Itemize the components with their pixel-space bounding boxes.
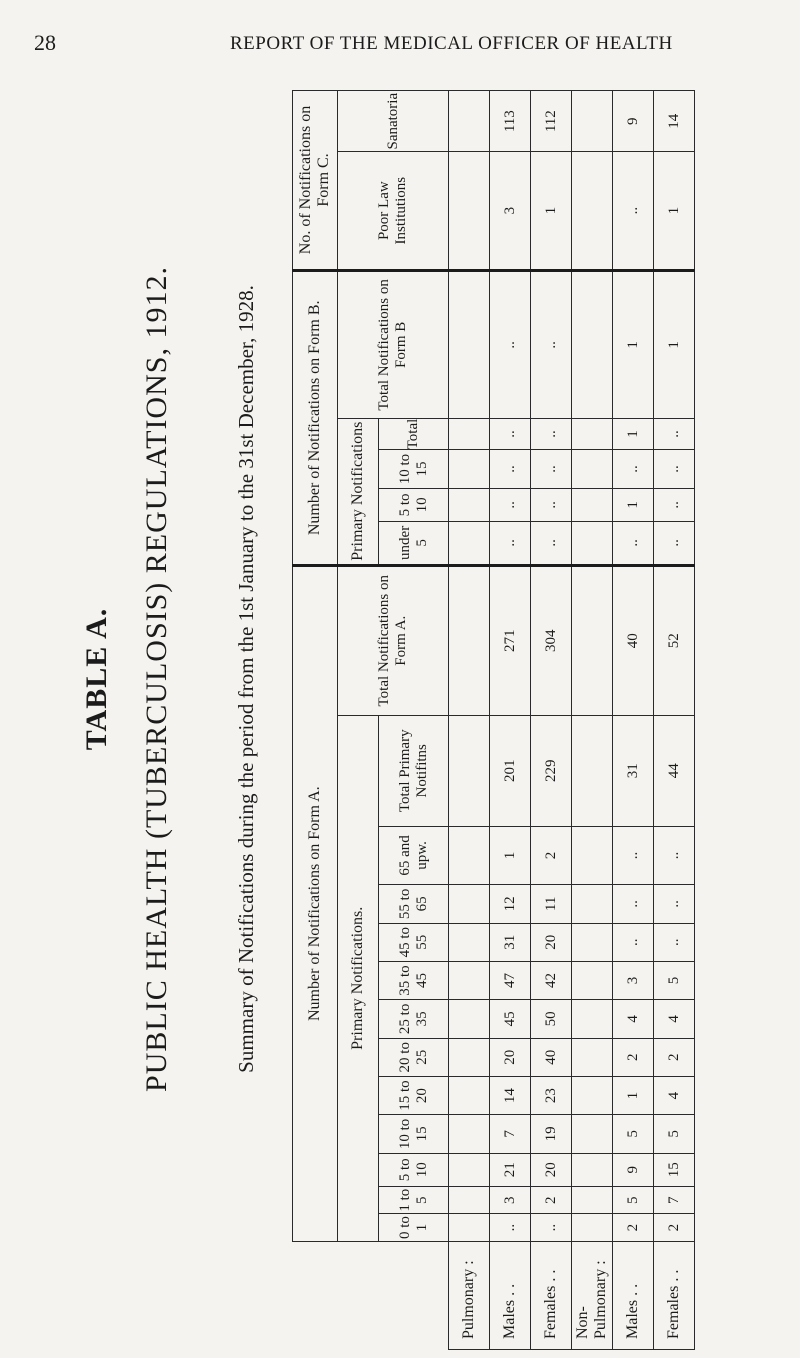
spacer-cell [572, 488, 613, 521]
form-a-total-cell: 40 [613, 565, 654, 715]
spacer-cell [572, 885, 613, 923]
form-a-cell: 4 [654, 1076, 695, 1114]
form-a-cell: .. [613, 885, 654, 923]
table-subtitle: Summary of Notifications during the period from the 1st January to the 31st December, 1928. [234, 285, 258, 1073]
group-row [572, 91, 613, 1350]
form-a-cell: 14 [490, 1076, 531, 1114]
form-a-cell: 19 [531, 1115, 572, 1153]
form-b-cell: .. [654, 522, 695, 566]
spacer-cell [449, 450, 490, 488]
spacer-cell [572, 1115, 613, 1153]
spacer-cell [449, 1076, 490, 1114]
form-b-total-cell: 1 [654, 270, 695, 418]
form-b-cell: .. [654, 418, 695, 450]
form-b-primary-header: Primary Notifications [338, 418, 379, 565]
table-row [613, 91, 654, 1350]
group-label: Pulmonary : [449, 1241, 490, 1349]
spacer-cell [449, 91, 490, 152]
form-b-header: Number of Notifications on Form B. [293, 270, 338, 565]
spacer-cell [449, 1214, 490, 1241]
form-a-cell: 3 [490, 1187, 531, 1214]
form-a-cell: 15 [654, 1153, 695, 1186]
form-a-cell: 9 [613, 1153, 654, 1186]
spacer-cell [572, 715, 613, 826]
age-group-a-header: 15 to 20 [379, 1076, 449, 1114]
spacer-cell [449, 885, 490, 923]
table-title: PUBLIC HEALTH (TUBERCULOSIS) REGULATIONS, 1912. [140, 266, 173, 1092]
form-a-total-cell: 304 [531, 565, 572, 715]
form-a-cell: 2 [531, 1187, 572, 1214]
form-a-cell: 44 [654, 715, 695, 826]
row-label: Females . . [654, 1241, 695, 1349]
form-a-total-cell: 52 [654, 565, 695, 715]
spacer-cell [449, 488, 490, 521]
age-group-b-header: 10 to 15 [379, 450, 449, 488]
group-label: Non-Pulmonary : [572, 1241, 613, 1349]
form-a-cell: .. [613, 923, 654, 961]
form-a-cell: 45 [490, 1000, 531, 1038]
form-b-total-header: Total Notifications on Form B [338, 270, 449, 418]
form-b-cell: .. [654, 488, 695, 521]
table-label: TABLE A. [80, 607, 113, 751]
spacer-cell [572, 270, 613, 418]
spacer-cell [572, 91, 613, 152]
spacer-cell [572, 1000, 613, 1038]
form-a-cell: 5 [613, 1115, 654, 1153]
spacer-cell [572, 826, 613, 884]
form-b-cell: .. [490, 522, 531, 566]
spacer-cell [449, 270, 490, 418]
form-b-cell: .. [613, 522, 654, 566]
age-group-a-header: 20 to 25 [379, 1038, 449, 1076]
form-a-cell: .. [490, 1214, 531, 1241]
age-group-a-header: 65 and upw. [379, 826, 449, 884]
notifications-table-wrapper [292, 90, 712, 1350]
row-label: Females . . [531, 1241, 572, 1349]
poor-law-header: Poor Law Institutions [338, 152, 449, 271]
form-a-cell: 201 [490, 715, 531, 826]
form-a-cell: 5 [613, 1187, 654, 1214]
spacer-cell [449, 1115, 490, 1153]
group-row [449, 91, 490, 1350]
form-a-cell: 50 [531, 1000, 572, 1038]
form-b-cell: .. [613, 450, 654, 488]
age-group-a-header: 45 to 55 [379, 923, 449, 961]
table-body [449, 91, 695, 1350]
spacer-cell [572, 1038, 613, 1076]
form-a-cell: 2 [531, 826, 572, 884]
spacer-cell [449, 418, 490, 450]
age-group-a-header: 5 to 10 [379, 1153, 449, 1186]
form-a-primary-header: Primary Notifications. [338, 715, 379, 1241]
age-group-a-header: 25 to 35 [379, 1000, 449, 1038]
spacer-cell [449, 152, 490, 271]
form-a-cell: 47 [490, 961, 531, 999]
spacer-cell [449, 1038, 490, 1076]
rotated-titles [0, 0, 290, 1358]
spacer-cell [449, 923, 490, 961]
spacer-cell [572, 1153, 613, 1186]
poor-law-cell: 1 [654, 152, 695, 271]
spacer-cell [449, 1153, 490, 1186]
poor-law-cell: 1 [531, 152, 572, 271]
form-a-cell: 31 [613, 715, 654, 826]
form-a-total-header: Total Notifications on Form A. [338, 565, 449, 715]
spacer-cell [449, 961, 490, 999]
spacer-cell [449, 826, 490, 884]
form-a-total-cell: 271 [490, 565, 531, 715]
spacer-cell [572, 1187, 613, 1214]
form-a-cell: .. [654, 885, 695, 923]
form-b-cell: .. [654, 450, 695, 488]
age-group-a-header: Total Primary Notifitns [379, 715, 449, 826]
table-row [654, 91, 695, 1350]
spacer-cell [572, 1214, 613, 1241]
spacer-cell [449, 715, 490, 826]
form-b-total-cell: .. [531, 270, 572, 418]
spacer-cell [572, 152, 613, 271]
form-c-header: No. of Notifications on Form C. [293, 91, 338, 271]
sanatoria-header: Sanatoria [338, 91, 449, 152]
form-b-cell: .. [531, 450, 572, 488]
spacer-cell [449, 1187, 490, 1214]
poor-law-cell: .. [613, 152, 654, 271]
age-group-a-header: 1 to 5 [379, 1187, 449, 1214]
spacer-cell [572, 961, 613, 999]
form-b-total-cell: 1 [613, 270, 654, 418]
form-a-cell: 2 [613, 1038, 654, 1076]
form-a-cell: 3 [613, 961, 654, 999]
form-a-cell: .. [654, 826, 695, 884]
form-a-cell: 4 [613, 1000, 654, 1038]
running-head: REPORT OF THE MEDICAL OFFICER OF HEALTH [230, 33, 673, 54]
spacer-cell [572, 565, 613, 715]
form-b-cell: .. [531, 522, 572, 566]
form-a-cell: 20 [490, 1038, 531, 1076]
form-a-cell: 4 [654, 1000, 695, 1038]
form-a-cell: 7 [654, 1187, 695, 1214]
form-a-cell: 1 [613, 1076, 654, 1114]
spacer-cell [449, 565, 490, 715]
form-a-cell: .. [531, 1214, 572, 1241]
sanatoria-cell: 14 [654, 91, 695, 152]
age-group-a-header: 35 to 45 [379, 961, 449, 999]
form-a-cell: 20 [531, 923, 572, 961]
form-a-cell: 229 [531, 715, 572, 826]
form-a-cell: 5 [654, 1115, 695, 1153]
spacer-cell [572, 522, 613, 566]
form-a-cell: 23 [531, 1076, 572, 1114]
form-b-total-cell: .. [490, 270, 531, 418]
form-a-cell: .. [613, 826, 654, 884]
sanatoria-cell: 112 [531, 91, 572, 152]
row-label: Males . . [613, 1241, 654, 1349]
form-b-cell: .. [490, 450, 531, 488]
form-a-cell: 12 [490, 885, 531, 923]
form-b-cell: .. [531, 488, 572, 521]
form-b-cell: .. [531, 418, 572, 450]
spacer-cell [449, 522, 490, 566]
form-a-cell: 42 [531, 961, 572, 999]
form-b-cell: .. [490, 488, 531, 521]
form-a-cell: 1 [490, 826, 531, 884]
row-label-header [293, 1241, 449, 1349]
form-a-cell: 2 [613, 1214, 654, 1241]
age-group-b-header: 5 to 10 [379, 488, 449, 521]
form-a-cell: 11 [531, 885, 572, 923]
form-a-cell: 2 [654, 1038, 695, 1076]
age-group-a-header: 0 to 1 [379, 1214, 449, 1241]
spacer-cell [572, 450, 613, 488]
form-a-cell: 21 [490, 1153, 531, 1186]
form-b-cell: .. [490, 418, 531, 450]
form-a-cell: .. [654, 923, 695, 961]
form-b-cell: 1 [613, 488, 654, 521]
form-a-cell: 40 [531, 1038, 572, 1076]
spacer-cell [449, 1000, 490, 1038]
table-row [531, 91, 572, 1350]
spacer-cell [572, 1076, 613, 1114]
form-a-cell: 5 [654, 961, 695, 999]
spacer-cell [572, 418, 613, 450]
sanatoria-cell: 113 [490, 91, 531, 152]
age-group-b-header: under 5 [379, 522, 449, 566]
age-group-a-header: 55 to 65 [379, 885, 449, 923]
age-group-b-header: Total [379, 418, 449, 450]
form-a-cell: 2 [654, 1214, 695, 1241]
row-label: Males . . [490, 1241, 531, 1349]
spacer-cell [572, 923, 613, 961]
form-a-cell: 20 [531, 1153, 572, 1186]
form-b-cell: 1 [613, 418, 654, 450]
form-a-header: Number of Notifications on Form A. [293, 565, 338, 1241]
age-group-a-header: 10 to 15 [379, 1115, 449, 1153]
poor-law-cell: 3 [490, 152, 531, 271]
notifications-table [292, 90, 695, 1350]
form-a-cell: 31 [490, 923, 531, 961]
form-a-cell: 7 [490, 1115, 531, 1153]
sanatoria-cell: 9 [613, 91, 654, 152]
page-number: 28 [34, 30, 56, 55]
table-row [490, 91, 531, 1350]
